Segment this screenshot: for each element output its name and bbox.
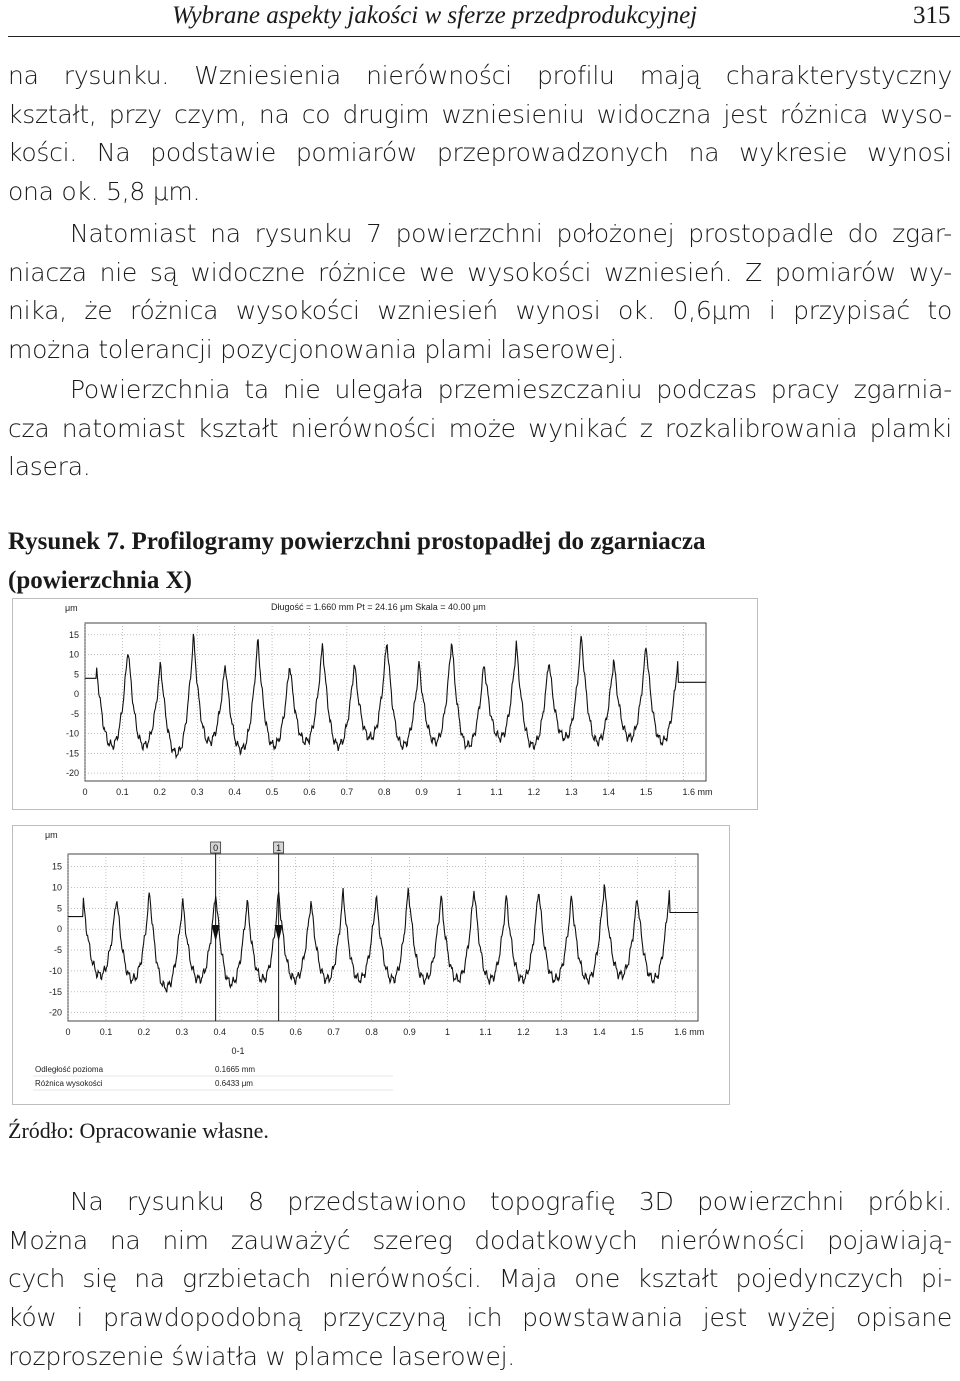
x-tick-label: 0.7 (340, 787, 354, 797)
y-tick-label: -10 (48, 965, 62, 976)
x-tick-label: 1.2 (517, 1027, 530, 1037)
profilogram-1 (12, 598, 758, 810)
text-line: Natomiast na rysunku 7 powierzchni położonej prostopadle do zgar- (70, 219, 952, 248)
paragraph-3 (8, 371, 952, 487)
y-tick-label: -20 (48, 1007, 62, 1018)
unit-label: μm (45, 830, 58, 840)
text-line: nika, że różnica wysokości wzniesień wynosi ok. 0,6μm i przypisać to (8, 296, 952, 326)
text-line: cza natomiast kształt nierówności może wynikać z rozkalibrowania plamki (8, 413, 952, 443)
y-tick-label: 5 (73, 669, 79, 680)
caption-line-1: Rysunek 7. Profilogramy powierzchni prostopadłej do zgarniacza (8, 528, 706, 555)
text-line: rozproszenie światła w plamce laserowej. (8, 1341, 515, 1371)
text-line: Na rysunku 8 przedstawiono topografię 3D powierzchni próbki. (70, 1187, 952, 1216)
x-tick-label: 0.4 (228, 787, 241, 797)
x-tick-label: 0.1 (116, 787, 129, 797)
unit-label: μm (65, 603, 78, 613)
x-tick-label: 0.3 (190, 787, 204, 797)
y-tick-label: 15 (68, 629, 79, 640)
x-tick-label: 1.1 (490, 787, 503, 797)
info-text: Długość = 1.660 mm Pt = 24.16 μm Skala = 40.00 μm (271, 602, 486, 612)
x-tick-label: 0.8 (365, 1027, 378, 1037)
text-line: ków i prawdopodobną przyczyną ich powstawania jest wyżej opisane (8, 1303, 952, 1333)
plot-area (85, 623, 706, 781)
paragraph-4 (8, 1183, 952, 1377)
y-tick-label: 10 (51, 882, 62, 893)
x-tick-label: 0.8 (378, 787, 391, 797)
x-tick-label: 1.1 (479, 1027, 492, 1037)
measurement-value: 0.1665 mm (215, 1065, 256, 1074)
text-line: cych się na grzbietach nierówności. Maja one kształt pojedynczych pi- (8, 1264, 952, 1294)
page-number: 315 (913, 2, 951, 29)
y-tick-label: 0 (56, 924, 62, 935)
x-tick-label: 1.3 (565, 787, 578, 797)
profilogram-2-svg (13, 826, 729, 1104)
y-tick-label: -15 (48, 986, 62, 997)
y-tick-label: 10 (68, 649, 79, 660)
x-tick-label: 1.2 (527, 787, 541, 797)
x-tick-label: 0.1 (99, 1027, 113, 1037)
y-tick-label: -15 (65, 748, 79, 759)
x-tick-label: 0.9 (415, 787, 428, 797)
x-tick-label: 0.5 (265, 787, 279, 797)
x-tick-label: 1.4 (593, 1027, 606, 1037)
x-tick-label: 0.3 (175, 1027, 189, 1037)
x-tick-label: 0.2 (153, 787, 167, 797)
x-tick-label: 1.5 (631, 1027, 644, 1037)
measurement-label: Odległość pozioma (35, 1065, 104, 1074)
x-tick-label: 1 (445, 1027, 451, 1037)
y-tick-label: -10 (65, 728, 79, 739)
measurement-header: 0-1 (231, 1046, 245, 1056)
x-tick-label: 0.9 (403, 1027, 416, 1037)
text-line: ona ok. 5,8 μm. (8, 177, 201, 207)
x-tick-label: 0.5 (251, 1027, 265, 1037)
page-header (0, 0, 960, 40)
cursor-label: 1 (276, 843, 282, 853)
x-tick-label: 0.4 (213, 1027, 227, 1037)
plot-area (68, 854, 698, 1021)
x-tick-label: 1 (456, 787, 462, 797)
running-title: Wybrane aspekty jakości w sferze przedprodukcyjnej (172, 2, 698, 29)
y-tick-label: 0 (73, 689, 79, 700)
text-line: lasera. (8, 452, 91, 482)
x-tick-label: 1.5 (639, 787, 653, 797)
text-line: Można na nim zauważyć szereg dodatkowych nierówności pojawiają- (8, 1225, 952, 1255)
profilogram-2 (12, 825, 730, 1105)
caption-line-2: (powierzchnia X) (8, 567, 192, 594)
measurement-value: 0.6433 μm (215, 1079, 253, 1088)
paragraph-2 (8, 215, 952, 370)
x-tick-label: 1.6 mm (682, 787, 713, 797)
x-tick-label: 0.6 (303, 787, 316, 797)
text-line: kształt, przy czym, na co drugim wzniesieniu widoczna jest różnica wyso- (8, 99, 952, 129)
x-tick-label: 1.6 mm (674, 1027, 705, 1037)
text-line: kości. Na podstawie pomiarów przeprowadzonych na wykresie wynosi (8, 138, 952, 168)
y-tick-label: -20 (65, 768, 79, 779)
y-tick-label: -5 (53, 945, 62, 956)
x-tick-label: 0 (82, 787, 88, 797)
x-tick-label: 0.7 (327, 1027, 340, 1037)
y-tick-label: 5 (56, 903, 62, 914)
figure-caption (8, 522, 952, 600)
y-tick-label: -5 (70, 708, 79, 719)
y-tick-label: 15 (51, 861, 62, 872)
measurement-label: Różnica wysokości (35, 1079, 103, 1088)
figure-source: Źródło: Opracowanie własne. (8, 1118, 269, 1143)
x-tick-label: 0.2 (137, 1027, 151, 1037)
text-line: niacza nie są widoczne różnice we wysokości wzniesień. Z pomiarów wy- (8, 257, 952, 287)
text-line: można tolerancji pozycjonowania plami laserowej. (8, 335, 625, 365)
cursor-label: 0 (213, 843, 219, 853)
x-tick-label: 0.6 (289, 1027, 302, 1037)
paragraph-1 (8, 57, 952, 212)
x-tick-label: 0 (65, 1027, 71, 1037)
x-tick-label: 1.4 (602, 787, 615, 797)
header-rule (8, 36, 960, 37)
profilogram-1-svg (13, 599, 757, 809)
text-line: na rysunku. Wzniesienia nierówności profilu mają charakterystyczny (8, 61, 952, 90)
text-line: Powierzchnia ta nie ulegała przemieszczaniu podczas pracy zgarnia- (70, 375, 952, 404)
x-tick-label: 1.3 (555, 1027, 568, 1037)
